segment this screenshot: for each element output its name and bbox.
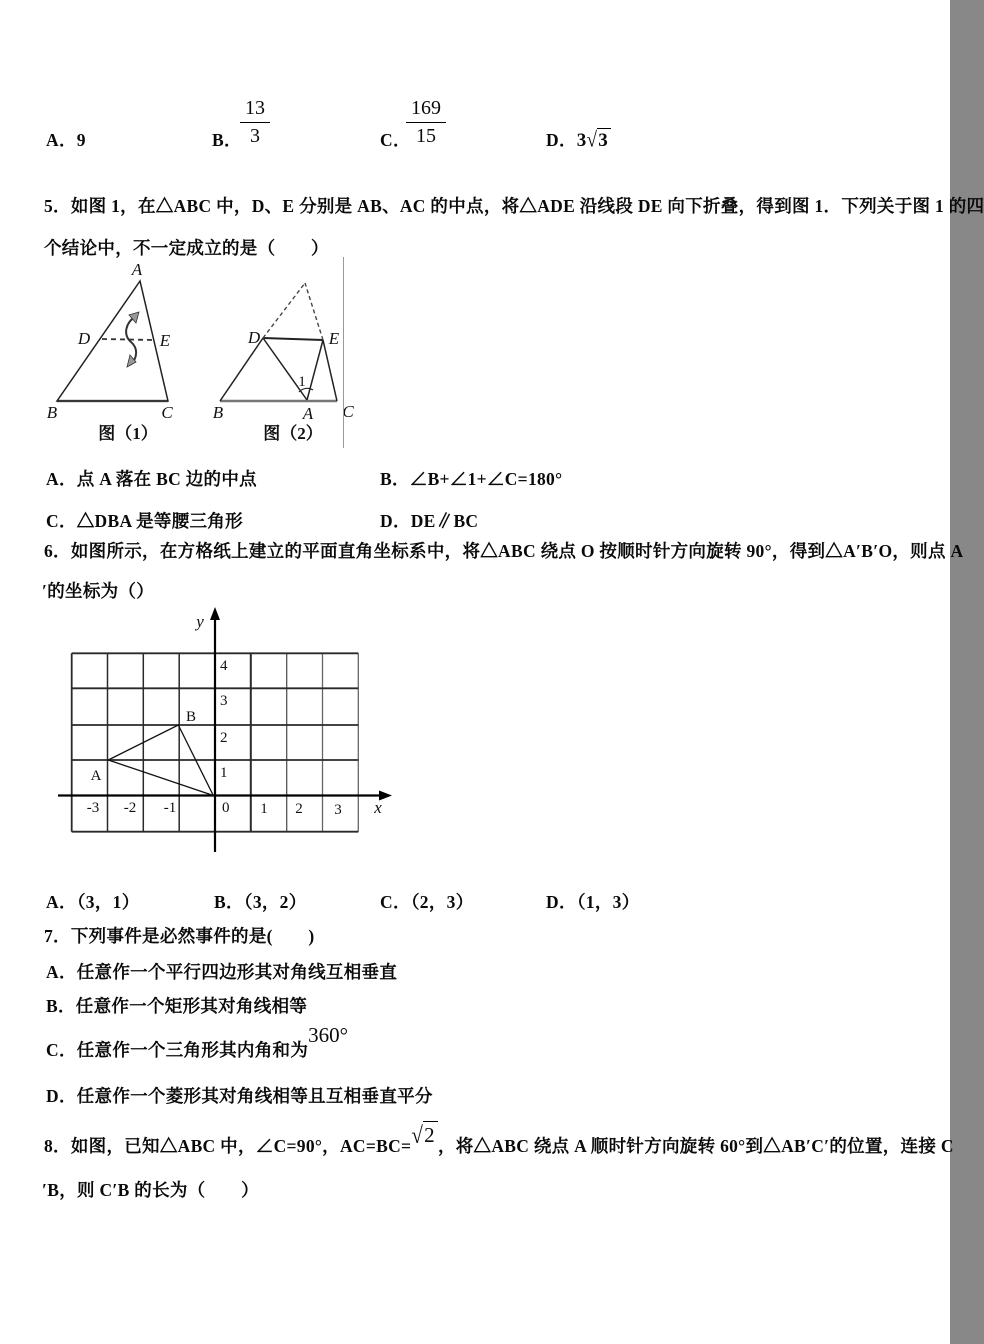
y-tick-3: 3 — [220, 693, 228, 709]
q5-option-b: B．∠B+∠1+∠C=180° — [380, 469, 563, 489]
q8-text-before-sqrt: 8．如图，已知△ABC 中，∠C=90°，AC=BC= — [44, 1136, 412, 1156]
q5-figure1-triangle — [47, 260, 174, 443]
q6-option-b: B．（3，2） — [214, 892, 307, 912]
q4-option-c-fraction — [406, 96, 446, 149]
figure2-label-e: E — [328, 329, 340, 348]
x-tick--2: -2 — [123, 800, 137, 816]
x-tick--3: -3 — [86, 800, 100, 816]
q4-option-c-letter: C． — [380, 130, 411, 150]
fraction-numerator: 169 — [411, 97, 441, 119]
x-tick-1: 1 — [260, 801, 268, 817]
q8-text-line1 — [44, 1121, 954, 1158]
q7-option-c-text: C．任意作一个三角形其内角和为 — [46, 1040, 309, 1060]
sqrt-2 — [411, 1121, 438, 1148]
q4-option-d-letter: D． — [546, 130, 577, 150]
q5-text-line2: 个结论中，不一定成立的是（ ） — [44, 238, 329, 258]
x-tick-2: 2 — [295, 801, 303, 817]
radicand: 2 — [423, 1121, 438, 1148]
figure2-segment-ae — [307, 340, 323, 400]
figure2-label-b: B — [212, 403, 224, 422]
figure2-label-c: C — [342, 402, 354, 421]
y-tick-4: 4 — [220, 658, 228, 674]
figure1-label-d: D — [77, 329, 91, 348]
q6-option-c: C．（2，3） — [380, 892, 474, 912]
q4-option-b-letter: B． — [212, 130, 242, 150]
q5-figure2-triangle — [213, 283, 355, 443]
figure2-angle-label: 1 — [298, 374, 306, 390]
point-b-label: B — [185, 709, 197, 725]
radical-sign: √ — [586, 128, 598, 153]
q4-option-d-coeff: 3 — [576, 130, 587, 151]
radicand: 3 — [597, 128, 611, 152]
q7-option-a: A．任意作一个平行四边形其对角线互相垂直 — [46, 962, 398, 982]
fraction-denominator: 15 — [406, 122, 446, 149]
point-a-label: A — [90, 768, 102, 784]
figure2-label-a: A — [302, 404, 314, 423]
q5-option-c: C．△DBA 是等腰三角形 — [46, 511, 243, 531]
figure1-label-b: B — [46, 403, 58, 422]
figure2-dashed-d-apex — [263, 283, 305, 338]
q4-option-a — [46, 127, 86, 152]
q6-option-a: A．（3，1） — [46, 892, 140, 912]
q5-option-a: A．点 A 落在 BC 边的中点 — [46, 469, 257, 489]
q5-text-line1: 5．如图 1，在△ABC 中，D、E 分别是 AB、AC 的中点，将△ADE 沿线段 DE 向下折叠，得到图 1．下列关于图 1 的四 — [44, 196, 984, 216]
figure2-caption: 图（2） — [263, 424, 323, 443]
q7-title: 7．下列事件是必然事件的是( ) — [44, 926, 315, 946]
q6-coordinate-figure — [40, 600, 410, 856]
figure2-dashed-e-apex — [305, 283, 323, 340]
figure2-side-bd — [220, 338, 263, 401]
q6-text-line2: ′的坐标为（） — [42, 581, 155, 601]
fraction-denominator: 3 — [240, 122, 270, 149]
figure1-triangle-abc — [57, 281, 168, 401]
figure2-label-d: D — [247, 328, 261, 347]
figure2-side-ec — [323, 340, 337, 401]
axis-tick-labels — [87, 612, 382, 818]
y-tick-1: 1 — [220, 765, 228, 781]
q7-option-c — [46, 1023, 349, 1062]
q8-text-after-sqrt: ，将△ABC 绕点 A 顺时针方向旋转 60°到△AB′C′的位置，连接 C — [437, 1136, 954, 1156]
figure1-label-e: E — [159, 331, 171, 350]
figure1-label-c: C — [161, 403, 173, 422]
y-axis-label: y — [196, 612, 204, 631]
q7-option-d: D．任意作一个菱形其对角线相等且互相垂直平分 — [46, 1086, 433, 1106]
figure1-caption: 图（1） — [98, 424, 158, 443]
y-axis-arrow-icon — [210, 607, 220, 620]
q4-option-b-fraction — [240, 96, 270, 149]
q5-figure — [25, 255, 354, 455]
x-tick--1: -1 — [163, 800, 177, 816]
y-tick-2: 2 — [220, 730, 228, 746]
q4-option-d — [546, 127, 611, 152]
q5-option-d: D．DE∥BC — [380, 511, 479, 531]
q6-text-line1: 6．如图所示，在方格纸上建立的平面直角坐标系中，将△ABC 绕点 O 按顺时针方向旋转 90°，得到△A′B′O，则点 A — [44, 541, 964, 561]
q4-option-a-letter: A． — [46, 130, 77, 150]
q7-option-b: B．任意作一个矩形其对角线相等 — [46, 996, 308, 1016]
fraction-numerator: 13 — [245, 97, 265, 119]
q7-option-c-superscript: 360° — [308, 1023, 349, 1047]
x-axis-label: x — [374, 798, 382, 817]
q6-option-d: D．（1，3） — [546, 892, 640, 912]
radical-sign: √ — [411, 1121, 424, 1149]
q8-text-line2: ′B，则 C′B 的长为（ ） — [42, 1180, 259, 1200]
figure1-label-a: A — [131, 260, 143, 279]
x-tick-3: 3 — [334, 802, 342, 818]
origin-label: 0 — [222, 800, 230, 816]
figure2-segment-de — [263, 338, 323, 340]
q4-option-a-value: 9 — [76, 130, 86, 150]
